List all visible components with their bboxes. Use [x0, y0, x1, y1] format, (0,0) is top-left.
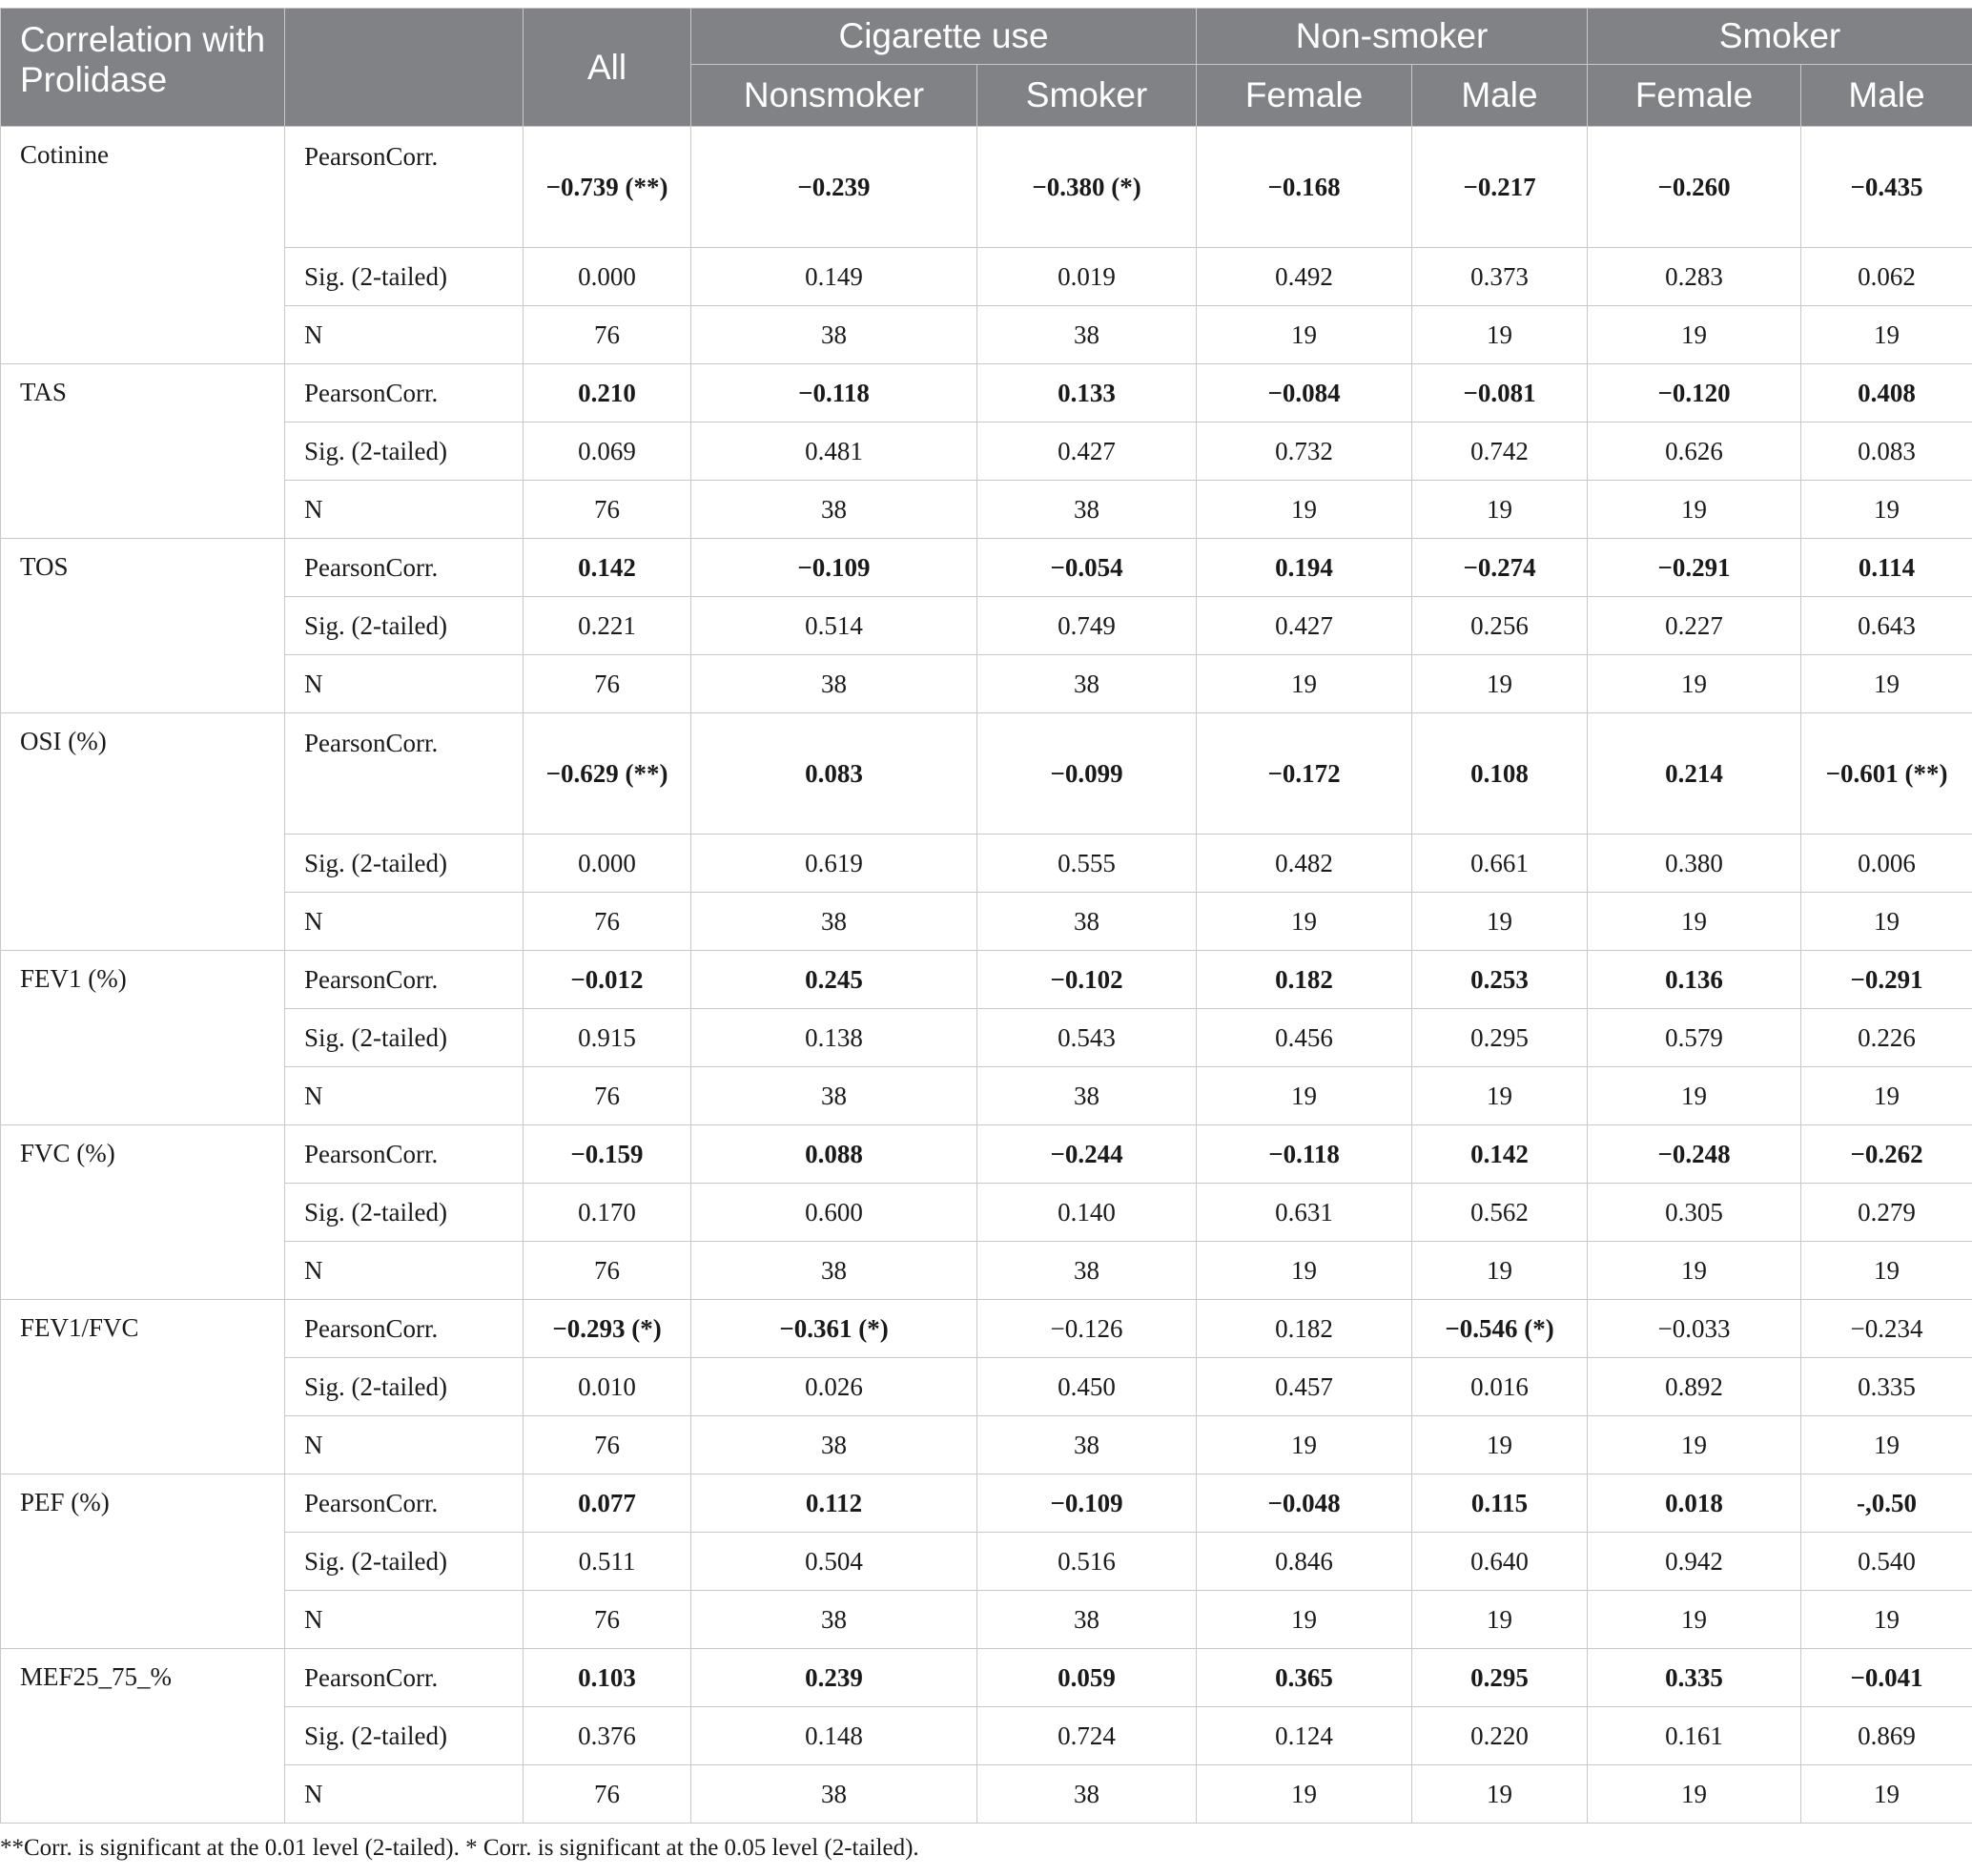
n-value-cell: 38 [691, 481, 977, 539]
sig-value-cell: 0.579 [1588, 1009, 1801, 1067]
sig-value-cell: 0.504 [691, 1533, 977, 1591]
group-header-all: All [524, 9, 691, 127]
pearson-value-cell: 0.018 [1588, 1474, 1801, 1533]
stat-label-cell: Sig. (2-tailed) [285, 597, 524, 655]
correlation-table [0, 8, 1972, 1824]
n-value-cell: 76 [524, 1765, 691, 1824]
n-value-cell: 19 [1197, 655, 1412, 713]
variable-name-cell: TAS [1, 364, 285, 539]
sig-value-cell: 0.600 [691, 1184, 977, 1242]
pearson-value-cell: 0.112 [691, 1474, 977, 1533]
table-row [1, 1474, 1972, 1533]
sig-value-cell: 0.221 [524, 597, 691, 655]
variable-name-cell: OSI (%) [1, 713, 285, 951]
sig-value-cell: 0.226 [1801, 1009, 1972, 1067]
pearson-value-cell: −0.012 [524, 951, 691, 1009]
pearson-value-cell: 0.136 [1588, 951, 1801, 1009]
pearson-value-cell: −0.048 [1197, 1474, 1412, 1533]
sig-value-cell: 0.481 [691, 423, 977, 481]
stat-label-cell: Sig. (2-tailed) [285, 423, 524, 481]
n-value-cell: 19 [1197, 1591, 1412, 1649]
pearson-value-cell: −0.118 [1197, 1125, 1412, 1184]
sig-value-cell: 0.295 [1412, 1009, 1588, 1067]
n-value-cell: 38 [977, 481, 1197, 539]
n-value-cell: 38 [977, 893, 1197, 951]
table-row [1, 423, 1972, 481]
pearson-value-cell: −0.109 [977, 1474, 1197, 1533]
sig-value-cell: 0.511 [524, 1533, 691, 1591]
pearson-value-cell: −0.118 [691, 364, 977, 423]
n-value-cell: 38 [691, 306, 977, 364]
n-value-cell: 19 [1412, 1067, 1588, 1125]
n-value-cell: 38 [977, 1591, 1197, 1649]
n-value-cell: 76 [524, 1416, 691, 1474]
sig-value-cell: 0.083 [1801, 423, 1972, 481]
n-value-cell: 38 [691, 1765, 977, 1824]
n-value-cell: 76 [524, 893, 691, 951]
sig-value-cell: 0.380 [1588, 835, 1801, 893]
sig-value-cell: 0.000 [524, 248, 691, 306]
pearson-value-cell: −0.109 [691, 539, 977, 597]
table-row [1, 364, 1972, 423]
n-value-cell: 19 [1197, 1242, 1412, 1300]
n-value-cell: 19 [1801, 1242, 1972, 1300]
variable-name-cell: FEV1/FVC [1, 1300, 285, 1474]
pearson-value-cell: -,0.50 [1801, 1474, 1972, 1533]
n-value-cell: 19 [1197, 893, 1412, 951]
pearson-value-cell: −0.239 [691, 127, 977, 248]
pearson-value-cell: −0.361 (*) [691, 1300, 977, 1358]
table-body [1, 127, 1972, 1824]
stat-label-cell: N [285, 1591, 524, 1649]
sig-value-cell: 0.516 [977, 1533, 1197, 1591]
table-row [1, 835, 1972, 893]
pearson-value-cell: 0.245 [691, 951, 977, 1009]
table-row [1, 1300, 1972, 1358]
sig-value-cell: 0.742 [1412, 423, 1588, 481]
pearson-value-cell: −0.234 [1801, 1300, 1972, 1358]
pearson-value-cell: 0.108 [1412, 713, 1588, 835]
n-value-cell: 76 [524, 655, 691, 713]
table-footnote: **Corr. is significant at the 0.01 level (2-tailed). * Corr. is significant at the 0.05 level (2-tailed). [0, 1835, 919, 1861]
n-value-cell: 19 [1412, 306, 1588, 364]
stat-label-cell: N [285, 1765, 524, 1824]
pearson-value-cell: −0.099 [977, 713, 1197, 835]
pearson-value-cell: −0.293 (*) [524, 1300, 691, 1358]
n-value-cell: 76 [524, 481, 691, 539]
table-row [1, 481, 1972, 539]
sig-value-cell: 0.069 [524, 423, 691, 481]
n-value-cell: 38 [691, 1067, 977, 1125]
pearson-value-cell: −0.172 [1197, 713, 1412, 835]
n-value-cell: 19 [1412, 1242, 1588, 1300]
n-value-cell: 19 [1801, 1591, 1972, 1649]
sig-value-cell: 0.456 [1197, 1009, 1412, 1067]
sig-value-cell: 0.124 [1197, 1707, 1412, 1765]
n-value-cell: 19 [1197, 1067, 1412, 1125]
pearson-value-cell: −0.380 (*) [977, 127, 1197, 248]
pearson-value-cell: −0.084 [1197, 364, 1412, 423]
n-value-cell: 76 [524, 1591, 691, 1649]
n-value-cell: 76 [524, 1242, 691, 1300]
group-header-smoker: Smoker [1588, 9, 1972, 65]
sig-value-cell: 0.279 [1801, 1184, 1972, 1242]
sig-value-cell: 0.305 [1588, 1184, 1801, 1242]
pearson-value-cell: −0.291 [1801, 951, 1972, 1009]
stat-label-cell: N [285, 655, 524, 713]
n-value-cell: 19 [1801, 1416, 1972, 1474]
subgroup-header-nonsmoker-female: Female [1197, 65, 1412, 127]
stat-label-cell: N [285, 481, 524, 539]
table-row [1, 539, 1972, 597]
stat-label-cell: Sig. (2-tailed) [285, 835, 524, 893]
sig-value-cell: 0.942 [1588, 1533, 1801, 1591]
pearson-value-cell: 0.214 [1588, 713, 1801, 835]
stat-label-cell: N [285, 1242, 524, 1300]
n-value-cell: 19 [1588, 306, 1801, 364]
pearson-value-cell: −0.054 [977, 539, 1197, 597]
sig-value-cell: 0.540 [1801, 1533, 1972, 1591]
sig-value-cell: 0.846 [1197, 1533, 1412, 1591]
n-value-cell: 19 [1412, 893, 1588, 951]
sig-value-cell: 0.283 [1588, 248, 1801, 306]
variable-name-cell: Cotinine [1, 127, 285, 364]
pearson-value-cell: 0.059 [977, 1649, 1197, 1707]
n-value-cell: 19 [1588, 1416, 1801, 1474]
stat-label-cell: PearsonCorr. [285, 1474, 524, 1533]
sig-value-cell: 0.149 [691, 248, 977, 306]
stat-label-cell: PearsonCorr. [285, 364, 524, 423]
pearson-value-cell: −0.033 [1588, 1300, 1801, 1358]
n-value-cell: 38 [977, 1765, 1197, 1824]
subgroup-header-nonsmoker-male: Male [1412, 65, 1588, 127]
stat-label-cell: PearsonCorr. [285, 127, 524, 248]
pearson-value-cell: −0.081 [1412, 364, 1588, 423]
n-value-cell: 38 [977, 655, 1197, 713]
subgroup-header-smoker-male: Male [1801, 65, 1972, 127]
pearson-value-cell: −0.601 (**) [1801, 713, 1972, 835]
stat-label-cell: Sig. (2-tailed) [285, 1358, 524, 1416]
sig-value-cell: 0.457 [1197, 1358, 1412, 1416]
n-value-cell: 76 [524, 1067, 691, 1125]
sig-value-cell: 0.373 [1412, 248, 1588, 306]
pearson-value-cell: −0.041 [1801, 1649, 1972, 1707]
n-value-cell: 38 [691, 893, 977, 951]
variable-name-cell: TOS [1, 539, 285, 713]
pearson-value-cell: −0.260 [1588, 127, 1801, 248]
sig-value-cell: 0.724 [977, 1707, 1197, 1765]
stat-label-cell: Sig. (2-tailed) [285, 1009, 524, 1067]
pearson-value-cell: 0.182 [1197, 951, 1412, 1009]
pearson-value-cell: 0.408 [1801, 364, 1972, 423]
n-value-cell: 38 [691, 1416, 977, 1474]
sig-value-cell: 0.626 [1588, 423, 1801, 481]
stat-label-cell: Sig. (2-tailed) [285, 1533, 524, 1591]
pearson-value-cell: 0.083 [691, 713, 977, 835]
sig-value-cell: 0.256 [1412, 597, 1588, 655]
pearson-value-cell: 0.115 [1412, 1474, 1588, 1533]
pearson-value-cell: −0.435 [1801, 127, 1972, 248]
pearson-value-cell: 0.182 [1197, 1300, 1412, 1358]
sig-value-cell: 0.376 [524, 1707, 691, 1765]
table-row [1, 655, 1972, 713]
n-value-cell: 19 [1801, 1067, 1972, 1125]
stat-label-cell: PearsonCorr. [285, 951, 524, 1009]
n-value-cell: 38 [977, 1242, 1197, 1300]
subgroup-header-smoker: Smoker [977, 65, 1197, 127]
sig-value-cell: 0.514 [691, 597, 977, 655]
subgroup-header-smoker-female: Female [1588, 65, 1801, 127]
n-value-cell: 19 [1588, 1242, 1801, 1300]
n-value-cell: 19 [1588, 893, 1801, 951]
n-value-cell: 38 [691, 1591, 977, 1649]
table-row [1, 1591, 1972, 1649]
sig-value-cell: 0.555 [977, 835, 1197, 893]
pearson-value-cell: −0.546 (*) [1412, 1300, 1588, 1358]
n-value-cell: 19 [1588, 655, 1801, 713]
n-value-cell: 19 [1588, 481, 1801, 539]
sig-value-cell: 0.749 [977, 597, 1197, 655]
sig-value-cell: 0.640 [1412, 1533, 1588, 1591]
n-value-cell: 19 [1412, 1416, 1588, 1474]
sig-value-cell: 0.562 [1412, 1184, 1588, 1242]
table-row [1, 1358, 1972, 1416]
n-value-cell: 38 [691, 1242, 977, 1300]
pearson-value-cell: 0.239 [691, 1649, 977, 1707]
n-value-cell: 19 [1412, 481, 1588, 539]
table-row [1, 893, 1972, 951]
n-value-cell: 19 [1197, 481, 1412, 539]
stat-label-cell: PearsonCorr. [285, 539, 524, 597]
stat-label-cell: N [285, 1416, 524, 1474]
stat-label-cell: PearsonCorr. [285, 1125, 524, 1184]
n-value-cell: 19 [1412, 1765, 1588, 1824]
n-value-cell: 19 [1801, 481, 1972, 539]
subgroup-header-nonsmoker: Nonsmoker [691, 65, 977, 127]
stat-label-cell: N [285, 306, 524, 364]
table-row [1, 248, 1972, 306]
stat-label-cell: Sig. (2-tailed) [285, 1184, 524, 1242]
sig-value-cell: 0.732 [1197, 423, 1412, 481]
sig-value-cell: 0.915 [524, 1009, 691, 1067]
variable-name-cell: MEF25_75_% [1, 1649, 285, 1824]
n-value-cell: 19 [1412, 1591, 1588, 1649]
sig-value-cell: 0.427 [977, 423, 1197, 481]
n-value-cell: 19 [1801, 306, 1972, 364]
sig-value-cell: 0.220 [1412, 1707, 1588, 1765]
table-row [1, 306, 1972, 364]
stat-header [285, 9, 524, 127]
table-row [1, 713, 1972, 835]
n-value-cell: 19 [1801, 655, 1972, 713]
pearson-value-cell: 0.088 [691, 1125, 977, 1184]
sig-value-cell: 0.148 [691, 1707, 977, 1765]
pearson-value-cell: −0.629 (**) [524, 713, 691, 835]
sig-value-cell: 0.450 [977, 1358, 1197, 1416]
sig-value-cell: 0.492 [1197, 248, 1412, 306]
pearson-value-cell: 0.194 [1197, 539, 1412, 597]
sig-value-cell: 0.026 [691, 1358, 977, 1416]
pearson-value-cell: −0.274 [1412, 539, 1588, 597]
sig-value-cell: 0.619 [691, 835, 977, 893]
sig-value-cell: 0.000 [524, 835, 691, 893]
table-row [1, 1067, 1972, 1125]
sig-value-cell: 0.892 [1588, 1358, 1801, 1416]
table-row [1, 1765, 1972, 1824]
sig-value-cell: 0.869 [1801, 1707, 1972, 1765]
n-value-cell: 38 [691, 655, 977, 713]
pearson-value-cell: −0.262 [1801, 1125, 1972, 1184]
table-row [1, 1707, 1972, 1765]
pearson-value-cell: 0.142 [1412, 1125, 1588, 1184]
corner-header: Correlation with Prolidase [1, 9, 285, 127]
n-value-cell: 38 [977, 306, 1197, 364]
pearson-value-cell: 0.295 [1412, 1649, 1588, 1707]
sig-value-cell: 0.227 [1588, 597, 1801, 655]
stat-label-cell: N [285, 1067, 524, 1125]
pearson-value-cell: −0.102 [977, 951, 1197, 1009]
n-value-cell: 38 [977, 1416, 1197, 1474]
pearson-value-cell: −0.739 (**) [524, 127, 691, 248]
pearson-value-cell: 0.335 [1588, 1649, 1801, 1707]
n-value-cell: 19 [1588, 1591, 1801, 1649]
pearson-value-cell: 0.253 [1412, 951, 1588, 1009]
pearson-value-cell: −0.120 [1588, 364, 1801, 423]
pearson-value-cell: 0.142 [524, 539, 691, 597]
stat-label-cell: PearsonCorr. [285, 1649, 524, 1707]
variable-name-cell: FEV1 (%) [1, 951, 285, 1125]
sig-value-cell: 0.016 [1412, 1358, 1588, 1416]
n-value-cell: 19 [1197, 1765, 1412, 1824]
n-value-cell: 19 [1801, 893, 1972, 951]
sig-value-cell: 0.661 [1412, 835, 1588, 893]
sig-value-cell: 0.138 [691, 1009, 977, 1067]
sig-value-cell: 0.019 [977, 248, 1197, 306]
pearson-value-cell: −0.244 [977, 1125, 1197, 1184]
stat-label-cell: Sig. (2-tailed) [285, 1707, 524, 1765]
table-row [1, 1649, 1972, 1707]
pearson-value-cell: 0.133 [977, 364, 1197, 423]
table-row [1, 1416, 1972, 1474]
table-row [1, 597, 1972, 655]
sig-value-cell: 0.170 [524, 1184, 691, 1242]
stat-label-cell: PearsonCorr. [285, 713, 524, 835]
n-value-cell: 19 [1801, 1765, 1972, 1824]
pearson-value-cell: −0.168 [1197, 127, 1412, 248]
variable-name-cell: FVC (%) [1, 1125, 285, 1300]
table-row [1, 1533, 1972, 1591]
sig-value-cell: 0.062 [1801, 248, 1972, 306]
group-header-non-smoker: Non-smoker [1197, 9, 1588, 65]
n-value-cell: 38 [977, 1067, 1197, 1125]
sig-value-cell: 0.643 [1801, 597, 1972, 655]
sig-value-cell: 0.482 [1197, 835, 1412, 893]
table-row [1, 1125, 1972, 1184]
pearson-value-cell: 0.365 [1197, 1649, 1412, 1707]
sig-value-cell: 0.006 [1801, 835, 1972, 893]
sig-value-cell: 0.631 [1197, 1184, 1412, 1242]
n-value-cell: 19 [1588, 1765, 1801, 1824]
pearson-value-cell: 0.103 [524, 1649, 691, 1707]
sig-value-cell: 0.427 [1197, 597, 1412, 655]
sig-value-cell: 0.010 [524, 1358, 691, 1416]
pearson-value-cell: −0.248 [1588, 1125, 1801, 1184]
stat-label-cell: Sig. (2-tailed) [285, 248, 524, 306]
sig-value-cell: 0.161 [1588, 1707, 1801, 1765]
table-row [1, 127, 1972, 248]
n-value-cell: 76 [524, 306, 691, 364]
pearson-value-cell: 0.210 [524, 364, 691, 423]
pearson-value-cell: 0.114 [1801, 539, 1972, 597]
pearson-value-cell: −0.291 [1588, 539, 1801, 597]
sig-value-cell: 0.335 [1801, 1358, 1972, 1416]
n-value-cell: 19 [1588, 1067, 1801, 1125]
group-header-cigarette-use: Cigarette use [691, 9, 1197, 65]
pearson-value-cell: −0.217 [1412, 127, 1588, 248]
pearson-value-cell: 0.077 [524, 1474, 691, 1533]
n-value-cell: 19 [1197, 1416, 1412, 1474]
sig-value-cell: 0.140 [977, 1184, 1197, 1242]
n-value-cell: 19 [1197, 306, 1412, 364]
stat-label-cell: N [285, 893, 524, 951]
sig-value-cell: 0.543 [977, 1009, 1197, 1067]
pearson-value-cell: −0.126 [977, 1300, 1197, 1358]
table-row [1, 1009, 1972, 1067]
n-value-cell: 19 [1412, 655, 1588, 713]
table-row [1, 1242, 1972, 1300]
variable-name-cell: PEF (%) [1, 1474, 285, 1649]
table-row [1, 1184, 1972, 1242]
table-row [1, 951, 1972, 1009]
pearson-value-cell: −0.159 [524, 1125, 691, 1184]
stat-label-cell: PearsonCorr. [285, 1300, 524, 1358]
